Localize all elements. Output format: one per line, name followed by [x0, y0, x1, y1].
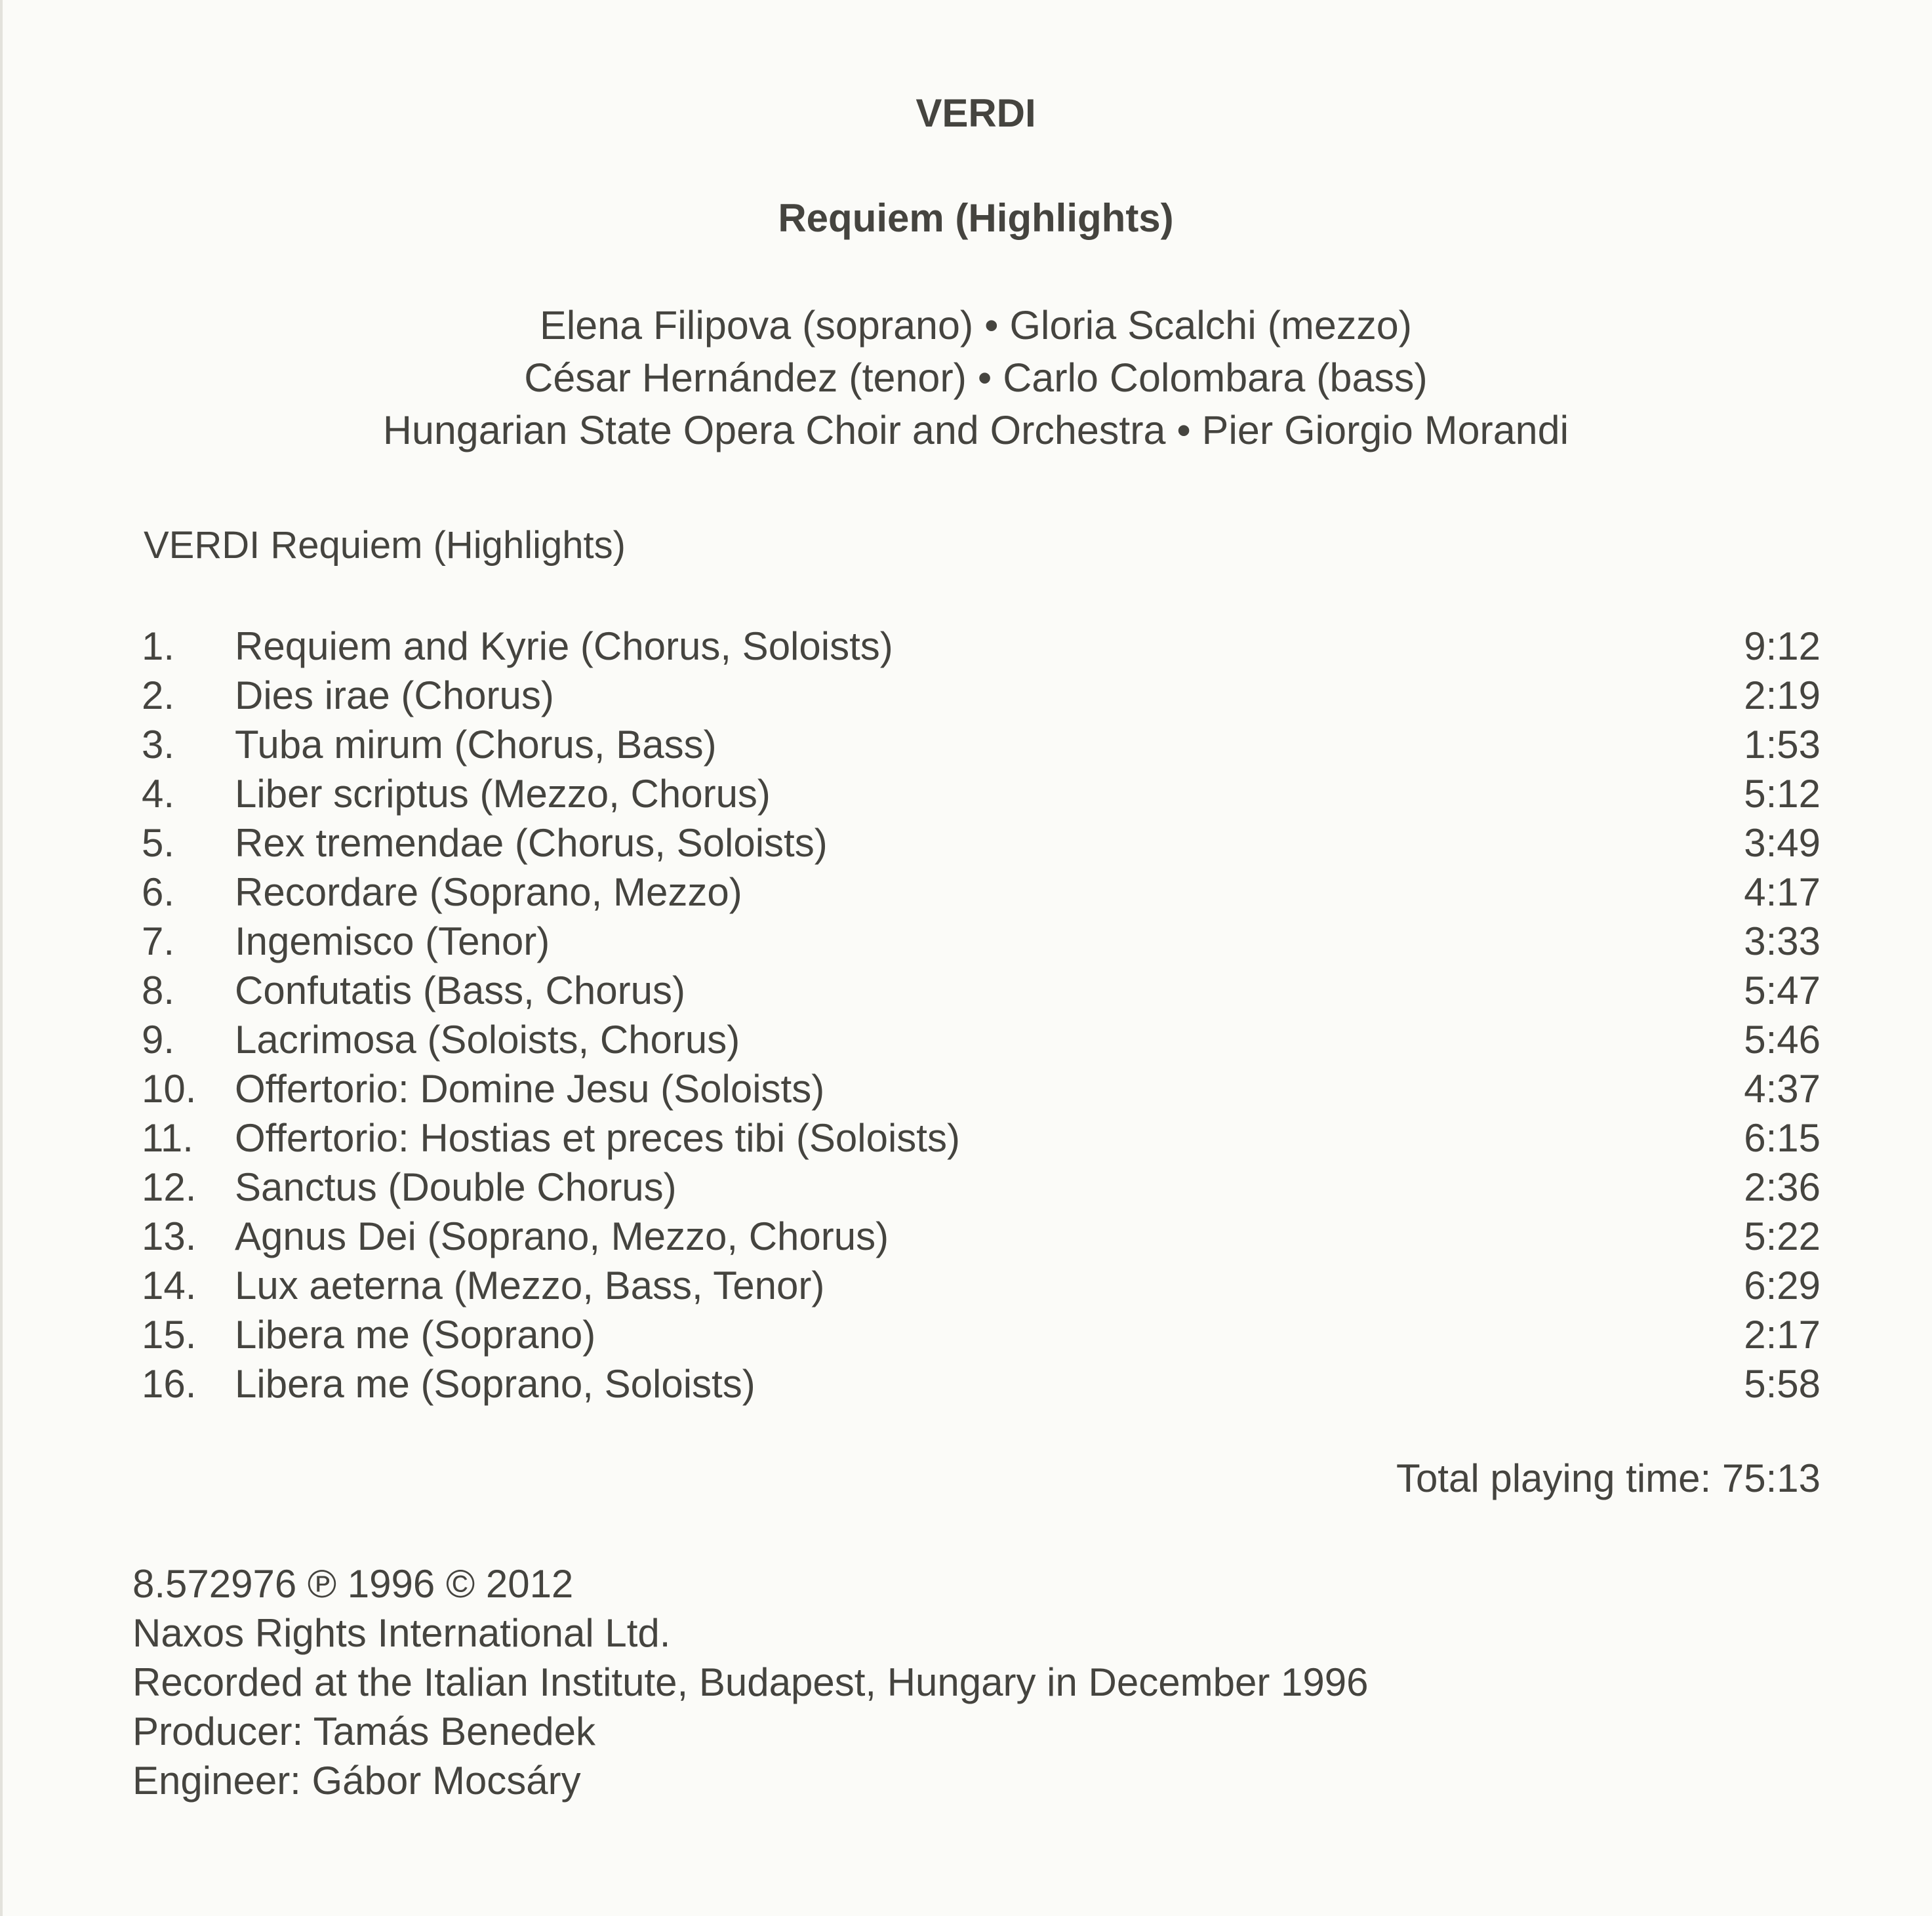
track-time: 5:47	[1744, 968, 1821, 1012]
track-row	[142, 671, 1821, 720]
track-time: 5:22	[1744, 1214, 1821, 1258]
tracklist-heading: VERDI Requiem (Highlights)	[144, 524, 626, 567]
track-title: Requiem and Kyrie (Chorus, Soloists)	[235, 624, 893, 668]
track-title: Liber scriptus (Mezzo, Chorus)	[235, 772, 771, 816]
track-time: 5:58	[1744, 1362, 1821, 1406]
track-num: 1.	[142, 624, 175, 668]
track-row	[142, 917, 1821, 966]
catalog-line: 8.572976 ℗ 1996 © 2012	[132, 1562, 574, 1606]
track-row	[142, 1163, 1821, 1212]
track-title: Confutatis (Bass, Chorus)	[235, 968, 685, 1012]
track-title: Libera me (Soprano, Soloists)	[235, 1362, 755, 1406]
track-row	[142, 720, 1821, 769]
performers-block	[0, 299, 1932, 456]
track-num: 7.	[142, 919, 175, 963]
track-time: 3:49	[1744, 821, 1821, 865]
track-num: 13.	[142, 1214, 197, 1258]
performers-line: Elena Filipova (soprano) • Gloria Scalchi (mezzo)	[540, 303, 1412, 348]
track-title: Lacrimosa (Soloists, Chorus)	[235, 1018, 740, 1062]
track-row	[142, 622, 1821, 671]
track-row	[142, 1113, 1821, 1163]
track-title: Ingemisco (Tenor)	[235, 919, 550, 963]
track-num: 6.	[142, 870, 175, 914]
recording-line: Recorded at the Italian Institute, Budapest, Hungary in December 1996	[132, 1660, 1369, 1704]
page-edge	[0, 0, 3, 1916]
track-num: 16.	[142, 1362, 197, 1406]
performers-line: Hungarian State Opera Choir and Orchestra • Pier Giorgio Morandi	[382, 408, 1569, 452]
total-playing-time: Total playing time: 75:13	[1396, 1456, 1821, 1500]
track-time: 5:46	[1744, 1018, 1821, 1062]
engineer-line: Engineer: Gábor Mocsáry	[132, 1759, 581, 1803]
track-row	[142, 1212, 1821, 1261]
track-num: 11.	[142, 1116, 193, 1160]
track-time: 2:36	[1744, 1165, 1821, 1209]
track-num: 10.	[142, 1067, 197, 1111]
track-num: 15.	[142, 1313, 197, 1357]
rights-line: Naxos Rights International Ltd.	[132, 1611, 671, 1655]
track-title: Offertorio: Domine Jesu (Soloists)	[235, 1067, 825, 1111]
track-time: 3:33	[1744, 919, 1821, 963]
track-row	[142, 1310, 1821, 1359]
track-row	[142, 818, 1821, 868]
producer-line: Producer: Tamás Benedek	[132, 1709, 595, 1753]
track-time: 9:12	[1744, 624, 1821, 668]
work-title: Requiem (Highlights)	[778, 196, 1174, 240]
track-num: 4.	[142, 772, 175, 816]
track-row	[142, 1359, 1821, 1408]
track-row	[142, 1261, 1821, 1310]
tracklist	[142, 622, 1821, 1408]
track-title: Libera me (Soprano)	[235, 1313, 596, 1357]
track-num: 14.	[142, 1264, 197, 1307]
track-num: 12.	[142, 1165, 197, 1209]
credits-block	[132, 1559, 1368, 1805]
track-num: 3.	[142, 723, 175, 767]
track-row	[142, 1015, 1821, 1064]
track-time: 6:29	[1744, 1264, 1821, 1307]
track-time: 4:37	[1744, 1067, 1821, 1111]
track-num: 8.	[142, 968, 175, 1012]
track-num: 2.	[142, 673, 175, 717]
track-time: 1:53	[1744, 723, 1821, 767]
track-row	[142, 868, 1821, 917]
track-row	[142, 769, 1821, 818]
track-title: Rex tremendae (Chorus, Soloists)	[235, 821, 828, 865]
performers-line: César Hernández (tenor) • Carlo Colombara (bass)	[524, 355, 1428, 400]
track-time: 2:17	[1744, 1313, 1821, 1357]
track-title: Lux aeterna (Mezzo, Bass, Tenor)	[235, 1264, 825, 1307]
track-title: Dies irae (Chorus)	[235, 673, 554, 717]
track-time: 4:17	[1744, 870, 1821, 914]
track-time: 2:19	[1744, 673, 1821, 717]
track-title: Tuba mirum (Chorus, Bass)	[235, 723, 717, 767]
track-title: Agnus Dei (Soprano, Mezzo, Chorus)	[235, 1214, 889, 1258]
track-time: 5:12	[1744, 772, 1821, 816]
track-num: 9.	[142, 1018, 175, 1062]
track-num: 5.	[142, 821, 175, 865]
track-time: 6:15	[1744, 1116, 1821, 1160]
track-title: Recordare (Soprano, Mezzo)	[235, 870, 742, 914]
track-row	[142, 1064, 1821, 1113]
track-title: Sanctus (Double Chorus)	[235, 1165, 677, 1209]
composer-title: VERDI	[916, 91, 1036, 135]
track-title: Offertorio: Hostias et preces tibi (Soloists)	[235, 1116, 960, 1160]
track-row	[142, 966, 1821, 1015]
